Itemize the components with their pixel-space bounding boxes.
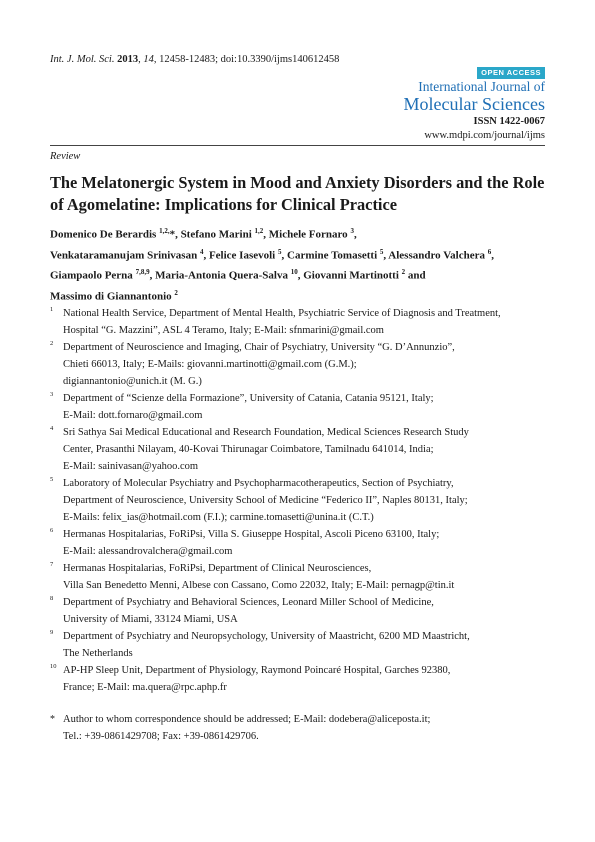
year: 2013 [117, 54, 139, 65]
author-affiliation-marker: 4 [199, 247, 204, 256]
correspondence-line: Author to whom correspondence should be addressed; E-Mail: dodebera@aliceposta.it; [63, 714, 431, 725]
correspondence-line: Tel.: +39-0861429708; Fax: +39-0861429706. [63, 731, 259, 742]
author-separator: , [297, 269, 301, 282]
affiliation-item [50, 526, 555, 560]
author-affiliation-marker: 1,2 [254, 227, 264, 235]
affiliation-line: Department of Neuroscience and Imaging, Chair of Psychiatry, University “G. D’Annunzio”, [63, 342, 455, 353]
affiliation-line: Chieti 66013, Italy; E-Mails: giovanni.martinotti@gmail.com (G.M.); [63, 359, 357, 370]
journal-name: International Journal of [418, 79, 545, 94]
author-affiliation-marker: 5 [278, 247, 282, 256]
affiliation-number: 4 [50, 425, 54, 432]
author-name: Stefano Marini [180, 228, 252, 241]
affiliation-line: E-Mail: dott.fornaro@gmail.com [63, 410, 203, 421]
affiliation-item [50, 662, 555, 696]
affiliation-line: Villa San Benedetto Menni, Albese con Cassano, Como 22032, Italy; E-Mail: pernagp@tin.it [63, 580, 455, 591]
author-affiliation-marker: 5 [379, 247, 384, 256]
affiliation-item [50, 594, 555, 628]
author-affiliation-marker: 3 [350, 227, 354, 235]
author-name: Carmine Tomasetti [287, 249, 378, 262]
author-affiliation-marker: 6 [487, 247, 492, 256]
affiliation-item [50, 560, 555, 594]
author-name: Michele Fornaro [268, 228, 348, 241]
affiliation-number: 9 [50, 629, 54, 636]
article-title: The Melatonergic System in Mood and Anxiety Disorders and the Role of Agomelatine: Implications for Clinical Practice [50, 173, 545, 214]
affiliation-line: Department of Psychiatry and Behavioral Sciences, Leonard Miller School of Medicine, [63, 597, 434, 608]
author-separator: , [149, 269, 153, 282]
affiliation-line: France; E-Mail: ma.quera@rpc.aphp.fr [63, 682, 227, 693]
author-separator: and [405, 269, 426, 282]
author-affiliation-marker: 2 [174, 288, 178, 297]
journal-url[interactable]: www.mdpi.com/journal/ijms [424, 130, 545, 141]
affiliation-line: University of Miami, 33124 Miami, USA [63, 614, 238, 625]
affiliation-number: 6 [50, 527, 54, 534]
affiliation-item [50, 390, 555, 424]
author-separator: , [281, 249, 285, 262]
author-name: Giampaolo Perna [50, 269, 133, 282]
affiliation-number: 8 [50, 595, 54, 602]
affiliation-number: 7 [50, 561, 54, 568]
affiliation-item [50, 339, 555, 390]
affiliation-line: Department of “Scienze della Formazione”, University of Catania, Catania 95121, Italy; [63, 393, 434, 404]
affiliation-line: Center, Prasanthi Nilayam, 40-Kovai Thirunagar Coimbatore, Tamilnadu 641014, India; [63, 444, 434, 455]
author-name: Felice Iasevoli [208, 249, 276, 262]
open-access-badge: OPEN ACCESS [477, 67, 545, 79]
affiliation-list [50, 305, 555, 696]
affiliation-line: Laboratory of Molecular Psychiatry and Psychopharmacotherapeutics, Section of Psychiatry, [63, 478, 454, 489]
header-divider [50, 145, 545, 146]
author-name: Maria-Antonia Quera-Salva [155, 269, 288, 282]
author-name: Massimo di Giannantonio [50, 290, 172, 303]
issn: ISSN 1422-0067 [473, 116, 545, 127]
affiliation-item [50, 628, 555, 662]
affiliation-number: 5 [50, 476, 54, 483]
affiliation-line: AP-HP Sleep Unit, Department of Physiology, Raymond Poincaré Hospital, Garches 92380, [63, 665, 451, 676]
affiliation-item [50, 475, 555, 526]
author-list [50, 223, 560, 306]
affiliation-line: E-Mail: alessandrovalchera@gmail.com [63, 546, 233, 557]
affiliation-line: digiannantonio@unich.it (M. G.) [63, 376, 202, 387]
affiliation-line: E-Mail: sainivasan@yahoo.com [63, 461, 199, 472]
author-name: Alessandro Valchera [388, 249, 485, 262]
journal-abbrev: Int. J. Mol. Sci. [50, 54, 115, 65]
corresponding-author-mark: * [169, 228, 176, 241]
affiliation-item [50, 424, 555, 475]
affiliation-number: 10 [50, 663, 57, 670]
affiliation-line: National Health Service, Department of Mental Health, Psychiatric Service of Diagnosis and Treatment, [63, 308, 501, 319]
author-affiliation-marker: 1,2, [159, 227, 170, 235]
affiliation-line: Hermanas Hospitalarias, FoRiPsi, Villa S. Giuseppe Hospital, Ascoli Piceno 63100, Italy; [63, 529, 440, 540]
author-separator: , [491, 249, 494, 262]
affiliation-number: 2 [50, 340, 54, 347]
citation-line: Int. J. Mol. Sci. 2013, 14, 12458-12483; doi:10.3390/ijms140612458 [50, 54, 340, 65]
author-affiliation-marker: 10 [290, 268, 298, 277]
affiliation-line: E-Mails: felix_ias@hotmail.com (F.I.); carmine.tomasetti@unina.it (C.T.) [63, 512, 374, 523]
author-name: Giovanni Martinotti [303, 269, 399, 282]
affiliation-line: Department of Psychiatry and Neuropsychology, University of Maastricht, 6200 MD Maastricht, [63, 631, 470, 642]
author-affiliation-marker: 2 [401, 268, 406, 277]
author-separator: , [383, 249, 387, 262]
author-separator: , [203, 249, 207, 262]
author-separator: , [175, 228, 178, 241]
affiliation-line: Hermanas Hospitalarias, FoRiPsi, Department of Clinical Neurosciences, [63, 563, 372, 574]
affiliation-line: Sri Sathya Sai Medical Educational and Research Foundation, Medical Sciences Research Study [63, 427, 469, 438]
volume: 14 [143, 54, 154, 65]
affiliation-line: Department of Neuroscience, University School of Medicine “Federico II”, Naples 80131, Italy; [63, 495, 468, 506]
affiliation-item [50, 305, 555, 339]
journal-title: Molecular Sciences [403, 94, 545, 114]
affiliation-number: 3 [50, 391, 54, 398]
pages-doi: 12458-12483; doi:10.3390/ijms140612458 [159, 54, 340, 65]
correspondence-note [50, 711, 555, 745]
affiliation-number: 1 [50, 306, 54, 313]
author-separator: , [353, 228, 357, 241]
correspondence-mark: * [50, 714, 55, 725]
affiliation-line: The Netherlands [63, 648, 133, 659]
article-type: Review [50, 151, 81, 162]
author-name: Venkataramanujam Srinivasan [50, 249, 198, 262]
author-affiliation-marker: 7,8,9 [135, 268, 150, 277]
affiliation-line: Hospital “G. Mazzini”, ASL 4 Teramo, Italy; E-Mail: sfnmarini@gmail.com [63, 325, 384, 336]
author-separator: , [263, 228, 267, 241]
author-name: Domenico De Berardis [50, 228, 157, 241]
